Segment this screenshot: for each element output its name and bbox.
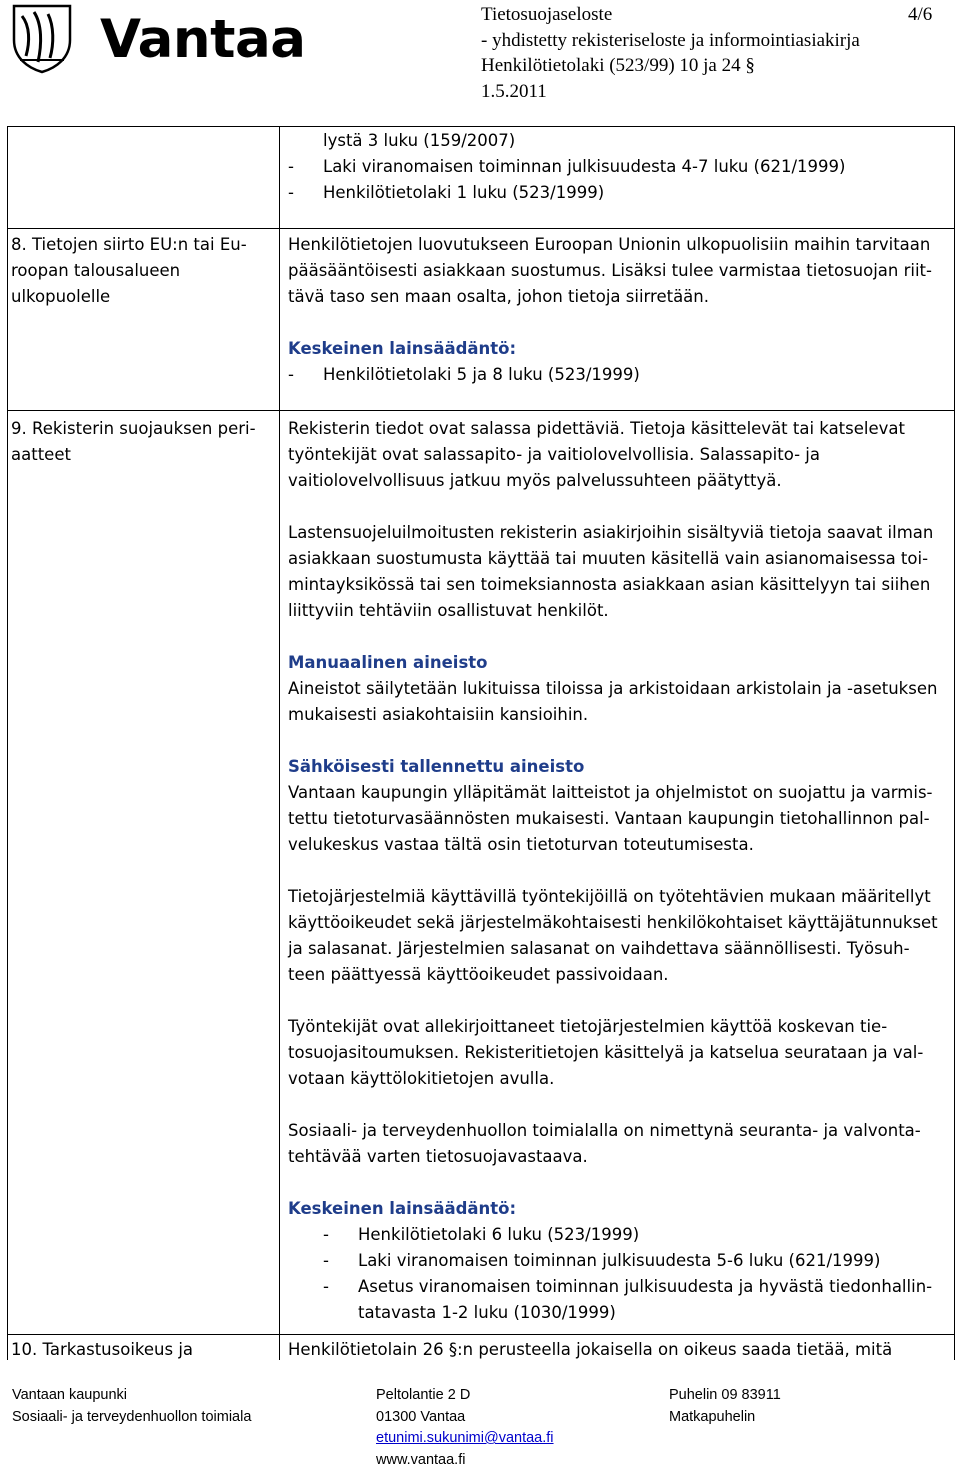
register-table [7,126,954,1360]
list-item: - Henkilötietolaki 1 luku (523/1999) [288,180,951,206]
electronic-material-heading: Sähköisesti tallennettu aineisto [288,754,951,780]
table-column-divider [279,126,280,1360]
website-link[interactable]: www.vantaa.fi [376,1450,554,1471]
page-footer [0,1375,960,1470]
document-meta [481,2,860,104]
email-link[interactable]: etunimi.sukunimi@vantaa.fi [376,1428,554,1450]
footer-organization: Vantaan kaupunki Sosiaali- ja terveydenhuollon toimiala [12,1385,251,1428]
table-right-border [954,126,955,1360]
section-10-body: Henkilötietolain 26 §:n perusteella jokaisella on oikeus saada tietää, mitä [288,1337,951,1363]
vantaa-logo: Vantaa [100,10,305,70]
carryover-cell [288,128,951,206]
list-item: - Henkilötietolaki 6 luku (523/1999) [288,1222,951,1248]
vantaa-crest-icon [8,2,76,74]
section-9-title: 9. Rekisterin suojauksen peri- aatteet [11,416,271,468]
page-number: 4/6 [908,2,932,28]
section-8-title: 8. Tietojen siirto EU:n tai Eu- roopan talousalueen ulkopuolelle [11,232,271,310]
list-item: - Laki viranomaisen toiminnan julkisuudesta 4-7 luku (621/1999) [288,154,951,180]
document-subtitle: - yhdistetty rekisteriseloste ja informointiasiakirja [481,28,860,54]
section-8-body: Henkilötietojen luovutukseen Euroopan Unionin ulkopuolisiin maihin tarvitaan pääsääntöisesti asiakkaan suostumus. Lisäksi tulee varmistaa tietosuojan riit- tävä taso sen maan osalta, johon tietoja siirretään. Keskeinen lainsäädäntö: - Henkilötietolaki 5 ja 8 luku (523/1999) [288,232,951,388]
section-10-title: 10. Tarkastusoikeus ja [11,1337,271,1363]
table-left-border [7,126,8,1360]
footer-address: Peltolantie 2 D 01300 Vantaa etunimi.sukunimi@vantaa.fi www.vantaa.fi [376,1385,554,1471]
document-date: 1.5.2011 [481,79,860,105]
list-item: - Asetus viranomaisen toiminnan julkisuudesta ja hyvästä tiedonhallin- tatavasta 1-2 luku (1030/1999) [288,1274,951,1326]
list-item: - Henkilötietolaki 5 ja 8 luku (523/1999) [288,362,951,388]
table-top-border [7,126,954,127]
page-header [0,0,960,110]
list-item: - Laki viranomaisen toiminnan julkisuudesta 5-6 luku (621/1999) [288,1248,951,1274]
row-divider [7,410,954,411]
carryover-line: lystä 3 luku (159/2007) [288,128,951,154]
document-title: Tietosuojaseloste [481,2,860,28]
law-reference: Henkilötietolaki (523/99) 10 ja 24 § [481,53,860,79]
legislation-heading: Keskeinen lainsäädäntö: [288,336,951,362]
row-divider [7,228,954,229]
legislation-heading: Keskeinen lainsäädäntö: [288,1196,951,1222]
section-9-body: Rekisterin tiedot ovat salassa pidettäviä. Tietoja käsittelevät tai katselevat työntekijät ovat salassapito- ja vaitiolovelvollisia. Salassapito- ja vaitiolovelvollisuus jatkuu myös palvelussuhteen päätyttyä. Lastensuojeluilmoitusten rekisterin asiakirjoihin sisältyviä tietoja saavat ilman asiakkaan suostumusta käyttää tai muuten käsitellä vain asianomaisessa toi- mintayksikössä tai sen toimeksiannosta asiakkaan asian käsittelyyn tai siihen liittyviin tehtäviin osallistuvat henkilöt. Manuaalinen aineisto Aineistot säilytetään lukituissa tiloissa ja arkistoidaan arkistolain ja -asetuksen mukaisesti asiakohtaisiin kansioihin. Sähköisesti tallennettu aineisto Vantaan kaupungin ylläpitämät laitteistot ja ohjelmistot on suojattu ja varmis- tettu tietoturvasäännösten mukaisesti. Vantaan kaupungin tietohallinnon pal- velukeskus vastaa tältä osin tietoturvan toteutumisesta. Tietojärjestelmiä käyttävillä työntekijöillä on työtehtävien mukaan määritellyt käyttöoikeudet sekä järjestelmäkohtaisesti henkilökohtaiset käyttäjätunnukset ja salasanat. Järjestelmien salasanat on vaihdettava säännöllisesti. Työsuh- teen päättyessä käyttöoikeudet passivoidaan. Työntekijät ovat allekirjoittaneet tietojärjestelmien käyttöä koskevan tie- tosuojasitoumuksen. Rekisteritietojen käsittelyä ja katselua seurataan ja val- votaan käyttölokitietojen avulla. Sosiaali- ja terveydenhuollon toimialalla on nimettynä seuranta- ja valvonta- tehtävää varten tietosuojavastaava. Keskeinen lainsäädäntö: - Henkilötietolaki 6 luku (523/1999) - Laki viranomaisen toiminnan julkisuudesta 5-6 luku (621/1999) - Asetus viranomaisen toiminnan julkisuudesta ja hyvästä tiedonhallin- tatavasta 1-2 luku (1030/1999) [288,416,951,1326]
row-divider [7,1334,954,1335]
manual-material-heading: Manuaalinen aineisto [288,650,951,676]
footer-phone: Puhelin 09 83911 Matkapuhelin [669,1385,781,1428]
